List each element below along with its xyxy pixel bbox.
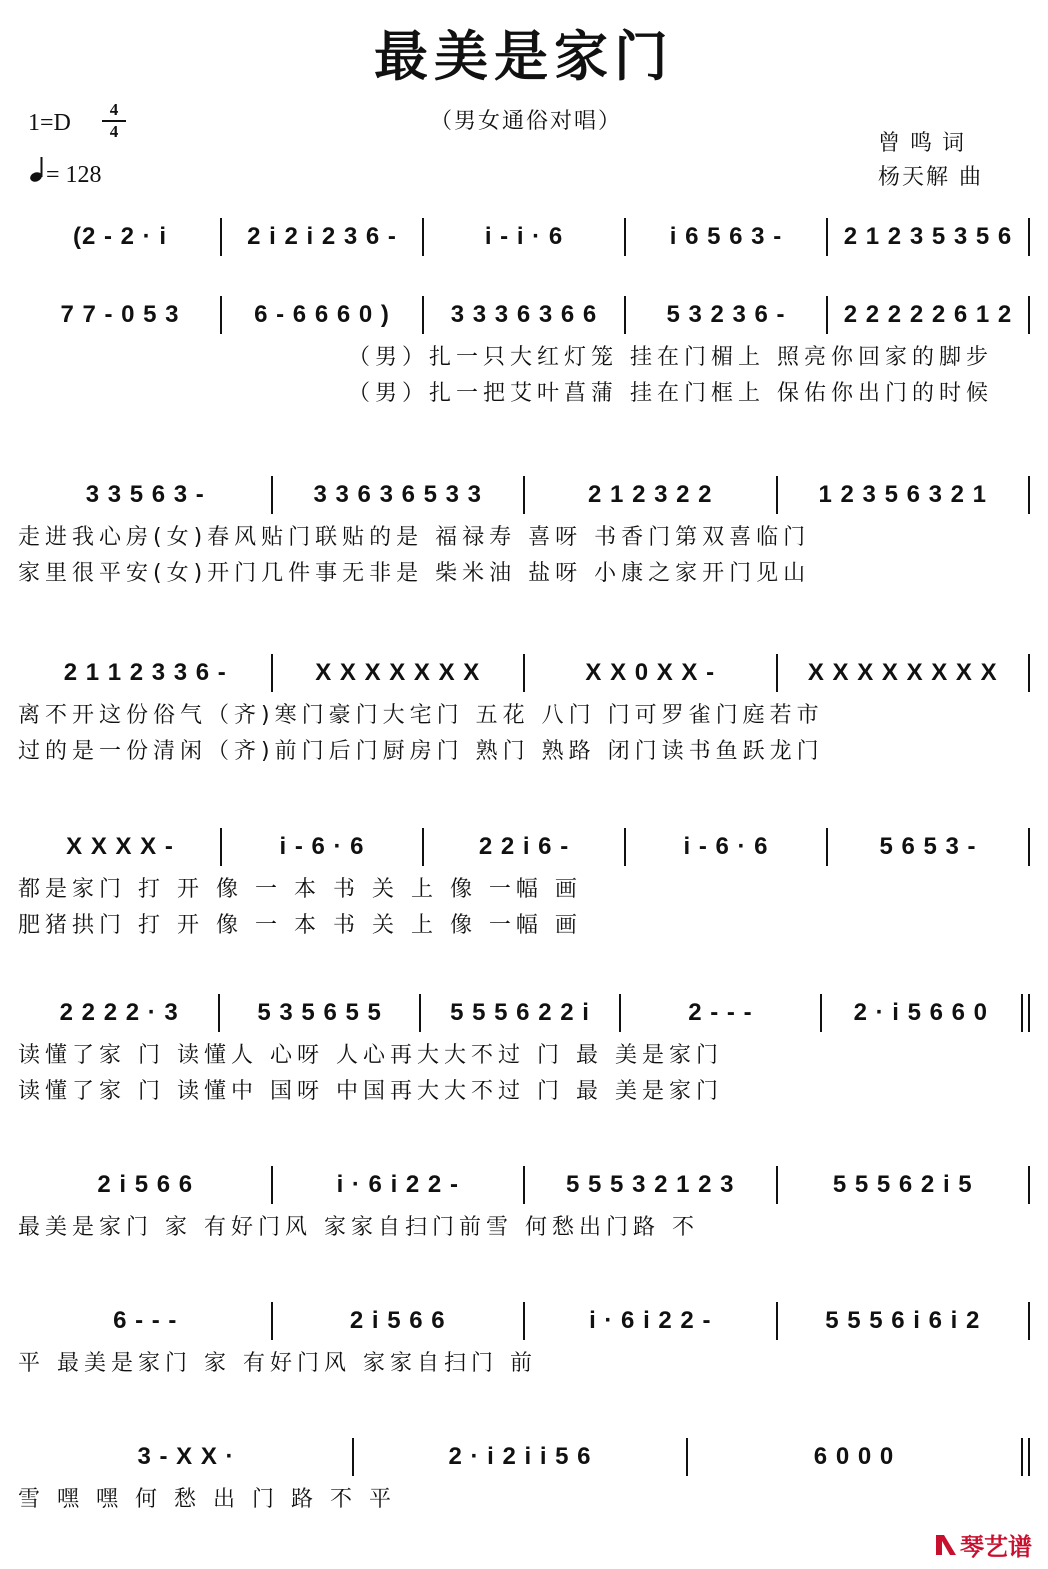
measure: 6 - - - bbox=[113, 1307, 178, 1334]
quarter-note-icon bbox=[30, 156, 46, 189]
bar-line bbox=[1028, 296, 1030, 334]
notation-line bbox=[20, 988, 1030, 1038]
watermark bbox=[932, 1527, 1032, 1565]
notation-line bbox=[20, 1432, 1030, 1482]
notation-line bbox=[20, 290, 1030, 340]
measure: 2 - - - bbox=[688, 999, 753, 1026]
lyric-line: （男）扎一把艾叶菖蒲 挂在门框上 保佑你出门的时候 bbox=[348, 381, 993, 406]
measure: 5 5 5 6 2 2 i bbox=[450, 999, 590, 1026]
measure: 2 2 2 2 2 6 1 2 bbox=[843, 301, 1013, 328]
measure: i - 6 · 6 bbox=[279, 833, 365, 860]
page-title: 最美是家门 bbox=[374, 24, 674, 88]
meter-top: 4 bbox=[109, 100, 119, 119]
measure: 1 2 3 5 6 3 2 1 bbox=[818, 481, 987, 508]
lyric-line: 雪 嘿 嘿 何 愁 出 门 路 不 平 bbox=[18, 1487, 396, 1512]
measure: 5 5 5 6 2 i 5 bbox=[832, 1171, 973, 1198]
composer-credit: 杨天解 曲 bbox=[878, 165, 983, 190]
qinyipu-logo-icon bbox=[932, 1531, 960, 1565]
measure: 2 2 2 2 · 3 bbox=[59, 999, 179, 1026]
notation-line bbox=[20, 822, 1030, 872]
lyric-line: 离不开这份俗气（齐)寒门豪门大宅门 五花 八门 门可罗雀门庭若市 bbox=[18, 703, 824, 728]
measure: 2 1 2 3 5 3 5 6 bbox=[843, 223, 1013, 250]
notation-line bbox=[20, 1296, 1030, 1346]
lyric-line: 读懂了家 门 读懂人 心呀 人心再大大不过 门 最 美是家门 bbox=[18, 1043, 723, 1068]
measure: 6 - 6 6 6 0 ) bbox=[254, 301, 390, 328]
measure: 5 5 5 6 i 6 i 2 bbox=[825, 1307, 981, 1334]
measure: 5 3 5 6 5 5 bbox=[257, 999, 382, 1026]
measure: i - 6 · 6 bbox=[683, 833, 769, 860]
measure: i - i · 6 bbox=[484, 223, 564, 250]
measure: 2 i 5 6 6 bbox=[97, 1171, 194, 1198]
bar-line bbox=[1028, 218, 1030, 256]
bar-line bbox=[1028, 654, 1030, 692]
lyric-line: 走进我心房(女)春风贴门联贴的是 福禄寿 喜呀 书香门第双喜临门 bbox=[18, 525, 811, 550]
measure: 5 6 5 3 - bbox=[879, 833, 977, 860]
subtitle: （男女通俗对唱） bbox=[430, 109, 623, 134]
measure: 2 · i 2 i i 5 6 bbox=[448, 1443, 592, 1470]
measure: X X X X - bbox=[66, 833, 174, 860]
measure: 2 i 2 i 2 3 6 - bbox=[247, 223, 397, 250]
time-signature bbox=[102, 101, 126, 141]
bar-line bbox=[1028, 476, 1030, 514]
tempo-value: = 128 bbox=[46, 162, 102, 188]
bar-line bbox=[1028, 828, 1030, 866]
measure: 2 1 2 3 2 2 bbox=[588, 481, 713, 508]
measure: (2 - 2 · i bbox=[72, 223, 167, 250]
lyric-line: 过的是一份清闲（齐)前门后门厨房门 熟门 熟路 闭门读书鱼跃龙门 bbox=[18, 739, 824, 764]
measure: i · 6 i 2 2 - bbox=[336, 1171, 459, 1198]
lyric-line: 都是家门 打 开 像 一 本 书 关 上 像 一幅 画 bbox=[18, 877, 582, 902]
bar-line bbox=[1021, 994, 1030, 1032]
measure: 2 2 i 6 - bbox=[478, 833, 570, 860]
measure: 5 5 5 3 2 1 2 3 bbox=[566, 1171, 735, 1198]
bar-line bbox=[1028, 1302, 1030, 1340]
bar-line bbox=[1021, 1438, 1030, 1476]
measure: i · 6 i 2 2 - bbox=[589, 1307, 712, 1334]
key-signature: 1=D bbox=[28, 110, 71, 136]
watermark-text: 琴艺谱 bbox=[960, 1533, 1032, 1561]
measure: 7 7 - 0 5 3 bbox=[60, 301, 180, 328]
notation-line bbox=[20, 212, 1030, 262]
lyric-line: 家里很平安(女)开门几件事无非是 柴米油 盐呀 小康之家开门见山 bbox=[18, 561, 811, 586]
measure: 3 3 5 6 3 - bbox=[85, 481, 205, 508]
meter-bottom: 4 bbox=[109, 122, 119, 141]
measure: X X X X X X X X bbox=[807, 659, 998, 686]
measure: 2 · i 5 6 6 0 bbox=[853, 999, 989, 1026]
lyric-line: 读懂了家 门 读懂中 国呀 中国再大大不过 门 最 美是家门 bbox=[18, 1079, 723, 1104]
tempo-marking bbox=[30, 156, 102, 189]
lyric-line: 平 最美是家门 家 有好门风 家家自扫门 前 bbox=[18, 1351, 537, 1376]
lyric-line: 肥猪拱门 打 开 像 一 本 书 关 上 像 一幅 画 bbox=[18, 913, 582, 938]
measure: i 6 5 6 3 - bbox=[669, 223, 783, 250]
measure: X X X X X X X bbox=[315, 659, 481, 686]
lyric-line: 最美是家门 家 有好门风 家家自扫门前雪 何愁出门路 不 bbox=[18, 1215, 699, 1240]
bar-line bbox=[1028, 1166, 1030, 1204]
measure: 6 0 0 0 bbox=[813, 1443, 895, 1470]
measure: 2 1 1 2 3 3 6 - bbox=[63, 659, 227, 686]
notation-line bbox=[20, 1160, 1030, 1210]
lyricist-credit: 曾鸣词 bbox=[878, 131, 975, 156]
measure: 2 i 5 6 6 bbox=[349, 1307, 446, 1334]
measure: 3 3 6 3 6 5 3 3 bbox=[313, 481, 482, 508]
lyric-line: （男）扎一只大红灯笼 挂在门楣上 照亮你回家的脚步 bbox=[348, 345, 993, 370]
measure: 5 3 2 3 6 - bbox=[666, 301, 786, 328]
measure: X X 0 X X - bbox=[585, 659, 716, 686]
notation-line bbox=[20, 648, 1030, 698]
measure: 3 - X X · bbox=[137, 1443, 235, 1470]
measure: 3 3 3 6 3 6 6 bbox=[450, 301, 598, 328]
notation-line bbox=[20, 470, 1030, 520]
